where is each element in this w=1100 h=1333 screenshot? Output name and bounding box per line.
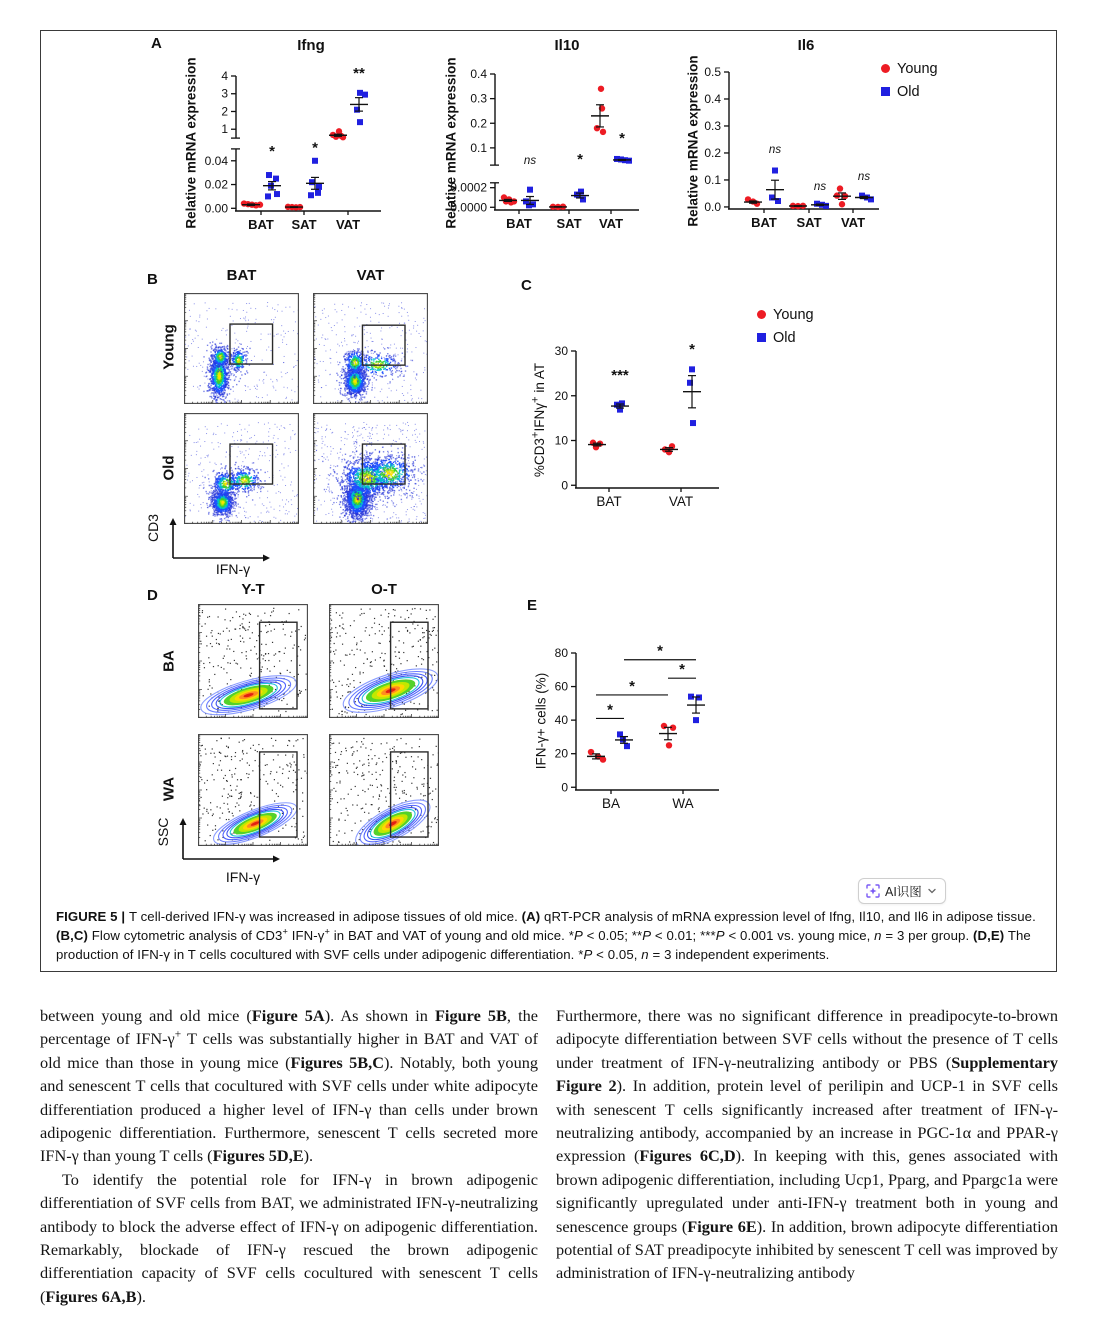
y-axis-label-il6: Relative mRNA expression [685, 55, 701, 227]
body-paragraph: between young and old mice (Figure 5A). As shown in Figure 5B, the percentage of IFN-γ+ T cells was substantially higher in BAT and VAT of old mice than those in young mice (Figures 5B,C). Notably, both young and senescent T cells that cocultured with SVF cells under white adipocyte differentiation produced a higher level of IFN-γ than cells under brown adipogenic differentiation. Furthermore, senescent T cells secreted more IFN-γ than young T cells (Figures 5D,E). [40, 1006, 538, 1166]
svg-text:BAT: BAT [248, 217, 274, 232]
ai-badge-label: AI识图 [885, 885, 922, 899]
young-marker-icon [757, 310, 766, 319]
svg-text:*: * [689, 341, 695, 359]
svg-text:30: 30 [554, 344, 568, 358]
svg-text:0.2: 0.2 [470, 116, 487, 131]
svg-text:0.1: 0.1 [470, 140, 487, 155]
panel-label-e: E [527, 597, 538, 614]
figure-caption: FIGURE 5 | T cell-derived IFN-γ was increased in adipose tissues of old mice. (A) qRT-PCR analysis of mRNA expression level of Ifng, Il10, and Il6 in adipose tissue. (B,C) Flow cytometric analysis of CD3+ IFN-γ+ in BAT and VAT of young and old mice. *P < 0.05; **P < 0.01; ***P < 0.001 vs. young mice, n = 3 per group. (D,E) The production of IFN-γ in T cells cocultured with SVF cells under adipogenic differentiation. *P < 0.05, n = 3 independent experiments. [56, 909, 1036, 962]
svg-text:10: 10 [554, 433, 568, 448]
svg-text:*: * [657, 642, 663, 660]
flow-d-yt-ba [198, 604, 308, 718]
svg-text:SAT: SAT [796, 215, 822, 230]
svg-text:0.4: 0.4 [704, 91, 721, 106]
panel-d-row-ba: BA [160, 650, 178, 672]
legend-item-old [757, 326, 814, 349]
flow-b-bat-young [184, 293, 299, 404]
old-marker-icon [757, 333, 766, 342]
legend-old-label: Old [773, 329, 796, 346]
panel-d-col-yt: Y-T [241, 581, 265, 598]
svg-text:0.1: 0.1 [704, 172, 721, 187]
ai-scan-icon [866, 884, 880, 898]
y-axis-label-panel-e: IFN-γ+ cells (%) [533, 672, 549, 770]
svg-text:ns: ns [523, 155, 537, 168]
panel-label-d: D [147, 587, 158, 604]
chart-title-il6: Il6 [797, 37, 815, 54]
svg-text:*: * [607, 701, 613, 719]
panel-d-col-ot: O-T [371, 581, 397, 598]
svg-text:VAT: VAT [840, 215, 866, 230]
svg-text:VAT: VAT [598, 216, 624, 231]
svg-text:*: * [269, 143, 275, 161]
svg-text:ns: ns [857, 170, 871, 183]
old-marker-icon [881, 87, 890, 96]
body-column-right [556, 1004, 1058, 1333]
legend-young-label: Young [897, 60, 938, 77]
svg-text:*: * [679, 661, 685, 679]
panel-b-row-old: Old [160, 455, 178, 481]
panel-d-y-axis-label: SSC [155, 817, 171, 847]
flow-b-vat-young [313, 293, 428, 404]
legend-panel-a [881, 57, 938, 103]
panel-b-row-young: Young [160, 324, 178, 370]
body-paragraph: To identify the potential role for IFN-γ in brown adipogenic differentiation of SVF cells from BAT, we administrated IFN-γ-neutralizing antibody to block the adverse effect of IFN-γ on adipogenic differentiation. Remarkably, blockade of IFN-γ rescued the brown adipogenic differentiation capacity of SVF cells cocultured with senescent T cells (Figures 6A,B). [40, 1169, 538, 1306]
panel-b-col-vat: VAT [356, 267, 385, 284]
svg-text:20: 20 [554, 746, 568, 761]
y-axis-label-ifng: Relative mRNA expression [183, 57, 199, 229]
panel-b-y-axis-label: CD3 [145, 513, 161, 543]
chevron-down-icon[interactable] [927, 886, 937, 896]
legend-old-label: Old [897, 83, 920, 100]
flow-b-bat-old [184, 413, 299, 524]
svg-text:ns: ns [768, 143, 782, 156]
panel-b-col-bat: BAT [226, 267, 257, 284]
svg-text:BAT: BAT [506, 216, 532, 231]
chart-title-il10: Il10 [554, 37, 580, 54]
legend-item-young [757, 303, 814, 326]
svg-text:0.02: 0.02 [204, 177, 228, 192]
y-axis-label-il10: Relative mRNA expression [443, 57, 459, 229]
svg-text:BAT: BAT [596, 494, 622, 509]
svg-text:2: 2 [221, 104, 228, 119]
svg-text:20: 20 [554, 388, 568, 403]
svg-text:SAT: SAT [556, 216, 582, 231]
svg-text:0.0: 0.0 [704, 199, 721, 214]
legend-panel-c [757, 303, 814, 349]
body-column-left [40, 1004, 538, 1333]
y-axis-label-panel-c: %CD3+IFNγ+ in AT [529, 362, 547, 478]
body-paragraph: Furthermore, there was no significant difference in preadipocyte-to-brown adipocyte differentiation between SVF cells without the presence of T cells under treatment of IFN-γ-neutralizing antibody or PBS (Supplementary Figure 2). In addition, protein level of perilipin and UCP-1 in SVF cells with senescent T cells significantly increased after treatment of IFN-γ-neutralizing antibody, accompanied by an increase in PGC-1α and PPAR-γ expression (Figures 6C,D). In keeping with this, genes associated with brown adipogenic differentiation, including Ucp1, Pparg, and Ppargc1a were significantly upregulated under anti-IFN-γ treatment both in young and senescence groups (Figure 6E). In addition, brown adipocyte differentiation potential of SAT preadipocyte inhibited by senescent T cell was improved by administration of IFN-γ-neutralizing antibody [556, 1006, 1058, 1283]
panel-label-a: A [151, 35, 162, 52]
flow-d-ot-ba [329, 604, 439, 718]
svg-text:VAT: VAT [335, 217, 361, 232]
svg-text:0.00: 0.00 [204, 201, 228, 216]
flow-d-yt-wa [198, 734, 308, 846]
svg-text:***: *** [611, 367, 629, 385]
svg-text:0.3: 0.3 [704, 118, 721, 133]
svg-text:4: 4 [221, 69, 228, 83]
chart-title-ifng: Ifng [297, 37, 325, 54]
legend-young-label: Young [773, 306, 814, 323]
flow-b-vat-old [313, 413, 428, 524]
svg-text:0: 0 [561, 780, 568, 795]
legend-item-young [881, 57, 938, 80]
svg-text:80: 80 [554, 646, 568, 660]
svg-text:ns: ns [813, 181, 827, 194]
svg-text:3: 3 [221, 86, 228, 101]
svg-text:0.2: 0.2 [704, 145, 721, 160]
panel-b-x-axis-label: IFN-γ [215, 561, 251, 577]
svg-text:VAT: VAT [668, 494, 694, 509]
svg-text:40: 40 [554, 713, 568, 728]
svg-text:SAT: SAT [291, 217, 317, 232]
svg-text:BAT: BAT [751, 215, 777, 230]
svg-text:0.0002: 0.0002 [450, 180, 487, 195]
figure-5-panel [40, 30, 1057, 972]
panel-d-row-wa: WA [160, 776, 178, 802]
panel-d-x-axis-label: IFN-γ [225, 869, 261, 885]
ai-recognize-badge[interactable] [858, 878, 946, 904]
svg-text:0.5: 0.5 [704, 65, 721, 79]
svg-text:BA: BA [601, 796, 621, 811]
young-marker-icon [881, 64, 890, 73]
svg-text:60: 60 [554, 679, 568, 694]
svg-text:0: 0 [561, 478, 568, 493]
panel-label-b: B [147, 271, 158, 288]
svg-text:0.3: 0.3 [470, 91, 487, 106]
svg-text:*: * [629, 677, 635, 695]
svg-text:1: 1 [221, 122, 228, 137]
svg-text:WA: WA [672, 796, 694, 811]
svg-text:0.4: 0.4 [470, 67, 487, 81]
svg-text:*: * [619, 129, 625, 147]
svg-text:0.0000: 0.0000 [450, 200, 487, 215]
flow-d-ot-wa [329, 734, 439, 846]
panel-label-c: C [521, 277, 532, 294]
legend-item-old [881, 80, 938, 103]
svg-text:*: * [577, 151, 583, 169]
svg-text:0.04: 0.04 [204, 153, 228, 168]
svg-text:*: * [312, 139, 318, 157]
svg-text:**: ** [353, 64, 365, 82]
